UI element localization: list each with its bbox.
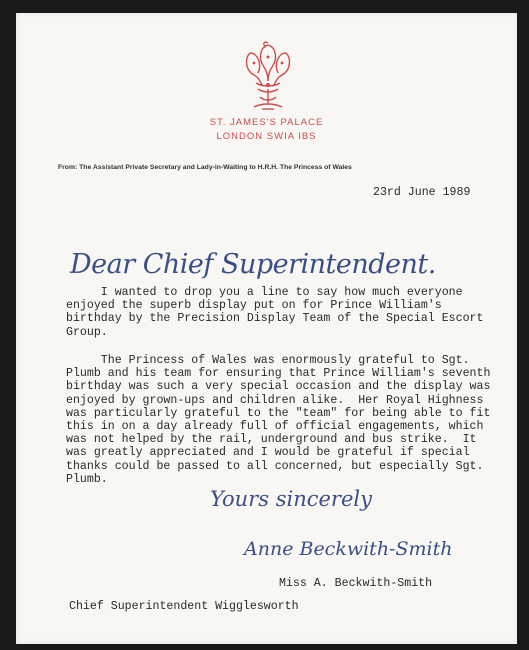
handwritten-signature: Anne Beckwith-Smith [244, 538, 453, 560]
handwritten-salutation: Dear Chief Superintendent. [70, 249, 436, 280]
letter-date: 23rd June 1989 [373, 186, 471, 199]
letter-paragraph-1: I wanted to drop you a line to say how much everyone enjoyed the superb display put on for Prince William's birthday by the Precision Display Team of the Special Escort Group. [66, 286, 484, 339]
prince-of-wales-feathers-icon [238, 37, 298, 117]
recipient-name: Chief Superintendent Wigglesworth [69, 600, 299, 613]
letterhead-address-line2: LONDON SWIA IBS [216, 131, 317, 142]
letter-page [16, 13, 517, 644]
letter-paragraph-2: The Princess of Wales was enormously grateful to Sgt. Plumb and his team for ensuring that Prince William's seventh birthday was such a very special occasion and the display was enjoyed by grown-ups and children alike. Her Royal Highness was particularly grateful to the "team" for being able to fit this in on a day already full of official engagements, which was not helped by the rail, underground and bus strike. It was greatly appreciated and I would be grateful if special thanks could be passed to all concerned, but especially Sgt. Plumb. [66, 354, 491, 486]
letterhead-address-line1: ST. JAMES'S PALACE [209, 117, 324, 128]
handwritten-closing: Yours sincerely [210, 487, 372, 511]
letterhead-from-line: From: The Assistant Private Secretary and Lady-in-Waiting to H.R.H. The Princess of Wales [58, 164, 352, 171]
sender-name: Miss A. Beckwith-Smith [279, 577, 433, 590]
